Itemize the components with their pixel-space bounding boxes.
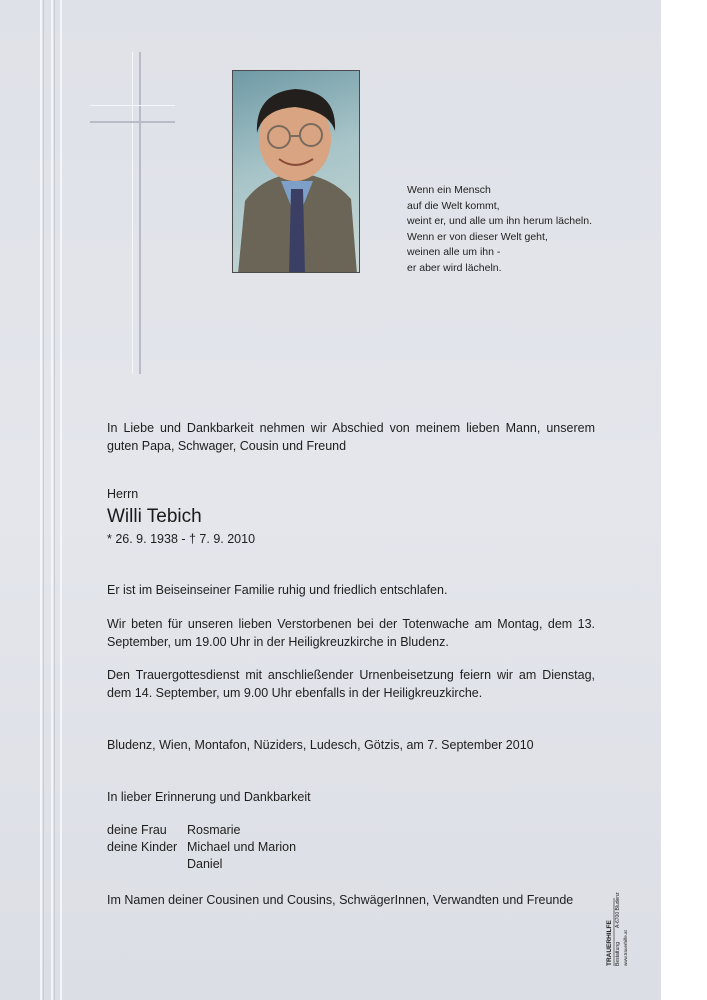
portrait-photo — [232, 70, 360, 273]
poem-line: Wenn er von dieser Welt geht, — [407, 230, 548, 243]
poem-line: weinen alle um ihn - — [407, 246, 501, 258]
poem-line: weint er, und alle um ihn herum lächeln. — [407, 215, 593, 227]
paragraph: Den Trauergottesdienst mit anschließender Urnenbeisetzung feiern wir am Dienstag, dem 14. September, um 9.00 Uhr ebenfalls in der Heiligkreuzkirche. — [107, 668, 595, 700]
mourner-relation: deine Kinder — [107, 840, 178, 854]
memory-line: In lieber Erinnerung und Dankbarkeit — [107, 790, 311, 804]
salutation: Herrn — [107, 487, 139, 501]
mourner-row — [107, 840, 296, 854]
intro-text: In Liebe und Dankbarkeit nehmen wir Abschied von meinem lieben Mann, unserem guten Papa, Schwager, Cousin und Freund — [107, 421, 595, 453]
deceased-name: Willi Tebich — [107, 506, 202, 527]
poem-line: Wenn ein Mensch — [407, 184, 491, 196]
cross-bar — [90, 105, 175, 123]
undertaker-logo — [603, 858, 633, 968]
poem-line: er aber wird lächeln. — [407, 261, 502, 274]
decor-line — [43, 0, 44, 1000]
logo-sub: Bestattung — [615, 942, 621, 966]
portrait-illustration — [233, 71, 360, 273]
paragraph: Er ist im Beiseinseiner Familie ruhig und friedlich entschlafen. — [107, 583, 448, 597]
mourner-row — [107, 823, 241, 837]
mourner-row — [107, 857, 222, 871]
life-dates: * 26. 9. 1938 - † 7. 9. 2010 — [107, 532, 256, 546]
logo-web: www.trauerhilfe.at — [623, 930, 628, 966]
poem-line: auf die Welt kommt, — [407, 199, 500, 212]
decor-line — [60, 0, 62, 1000]
mourner-relation: deine Frau — [107, 823, 167, 837]
decor-line — [40, 0, 42, 1000]
place-date: Bludenz, Wien, Montafon, Nüziders, Ludesch, Götzis, am 7. September 2010 — [107, 738, 534, 752]
logo-brand: TRAUERHILFE — [606, 920, 613, 966]
poem — [407, 183, 592, 276]
logo-info: A-6700 Bludenz — [615, 892, 621, 928]
decor-line — [51, 0, 53, 1000]
cross-icon — [132, 52, 141, 374]
closing-text: Im Namen deiner Cousinen und Cousins, SchwägerInnen, Verwandten und Freunde — [107, 893, 574, 907]
decor-line — [54, 0, 55, 1000]
mourner-names: Rosmarie — [187, 823, 241, 837]
mourner-names: Daniel — [187, 857, 223, 871]
paragraph: Wir beten für unseren lieben Verstorbenen bei der Totenwache am Montag, dem 13. September, um 19.00 Uhr in der Heiligkreuzkirche in Bludenz. — [107, 617, 595, 649]
mourner-names: Michael und Marion — [187, 840, 297, 854]
